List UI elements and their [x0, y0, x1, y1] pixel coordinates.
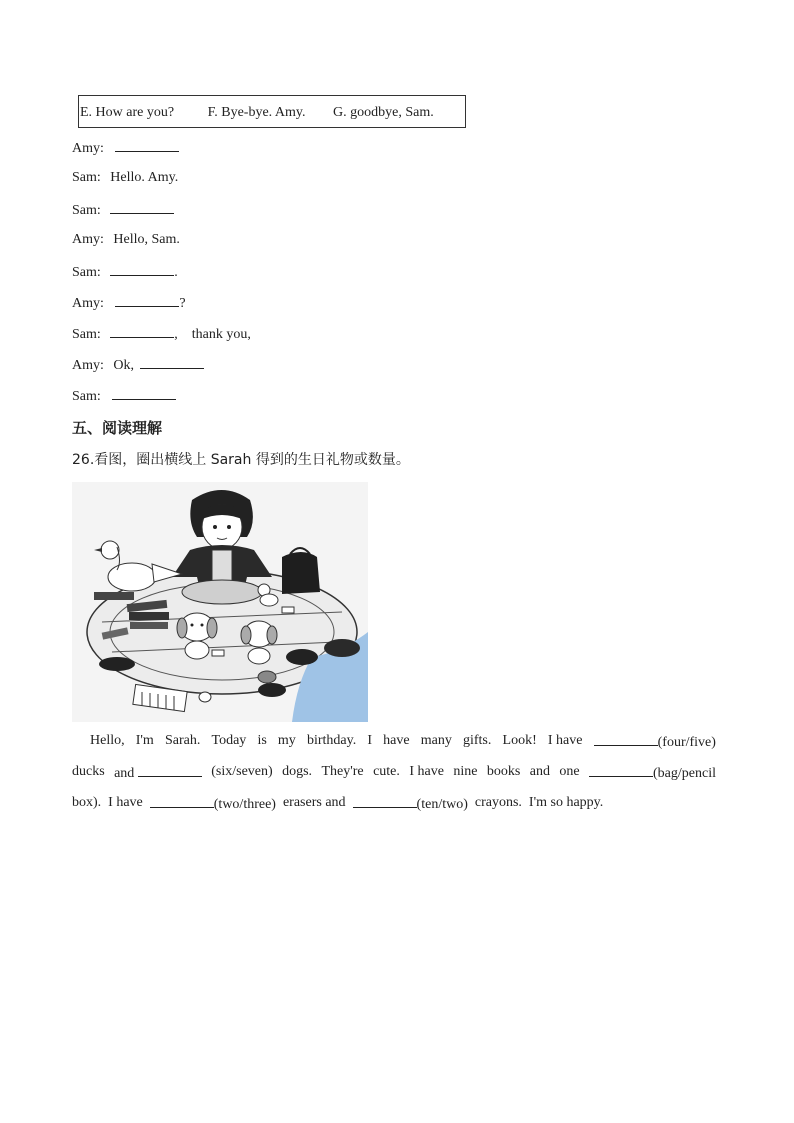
- passage-word: is: [257, 733, 267, 748]
- dialogue-text: Hello. Amy.: [110, 170, 179, 185]
- passage-word: I: [367, 733, 373, 748]
- dialogue-line: [72, 323, 251, 343]
- speaker: Sam:: [72, 389, 101, 404]
- section-title: 五、阅读理解: [72, 419, 163, 437]
- answer-blank[interactable]: [138, 762, 202, 777]
- passage-word: nine: [453, 764, 478, 779]
- speaker: Amy:: [72, 296, 104, 311]
- option-e: E. How are you?: [80, 105, 175, 120]
- option-g: G. goodbye, Sam.: [333, 105, 434, 120]
- passage-line-1: [72, 731, 716, 751]
- choice-six-seven: (six/seven): [211, 764, 273, 779]
- passage-word: Look!: [502, 733, 537, 748]
- dialogue-text: Hello, Sam.: [113, 232, 180, 247]
- speaker: Amy:: [72, 232, 104, 247]
- passage-word: many: [420, 733, 452, 748]
- passage-word: and: [114, 766, 135, 781]
- passage-line-2: [72, 762, 716, 782]
- answer-blank[interactable]: [589, 762, 653, 777]
- answer-blank[interactable]: [115, 137, 179, 152]
- speaker: Sam:: [72, 203, 101, 218]
- dialogue-line: [72, 261, 178, 281]
- dialogue-line: [72, 137, 179, 157]
- passage-word: crayons.: [474, 795, 522, 810]
- dialogue-text: , thank you,: [174, 327, 251, 342]
- passage-word: my: [277, 733, 296, 748]
- speaker: Sam:: [72, 265, 101, 280]
- question-26: 26.看图，圈出横线上 Sarah 得到的生日礼物或数量。: [72, 452, 410, 468]
- passage-word: Hello,: [90, 733, 125, 748]
- dialogue-line: [72, 199, 174, 219]
- passage-word: Sarah.: [164, 733, 201, 748]
- passage-word: have: [556, 733, 583, 748]
- speaker: Amy:: [72, 358, 104, 373]
- passage-word: gifts.: [462, 733, 492, 748]
- answer-blank[interactable]: [150, 793, 214, 808]
- answer-blank[interactable]: [110, 323, 174, 338]
- passage-word: erasers and: [282, 795, 346, 810]
- speaker: Sam:: [72, 170, 101, 185]
- passage-word: box).: [72, 795, 102, 810]
- answer-blank[interactable]: [594, 731, 658, 746]
- dialogue-line: [72, 168, 178, 188]
- dialogue-line: [72, 230, 180, 250]
- options-box: [78, 95, 466, 128]
- choice-four-five: (four/five): [657, 735, 716, 750]
- passage-word: I have: [108, 795, 143, 810]
- passage-word: They're: [321, 764, 364, 779]
- passage-word: have: [383, 733, 410, 748]
- choice-bag-pencil: (bag/pencil: [653, 766, 716, 781]
- punctuation: ?: [179, 296, 186, 311]
- passage-word: Today: [211, 733, 247, 748]
- answer-blank[interactable]: [353, 793, 417, 808]
- choice-two-three: (two/three): [213, 797, 276, 812]
- option-f: F. Bye-bye. Amy.: [207, 105, 306, 120]
- passage-word: cute.: [373, 764, 400, 779]
- passage-word: and: [529, 764, 550, 779]
- choice-ten-two: (ten/two): [416, 797, 468, 812]
- birthday-gifts-illustration: [72, 482, 368, 722]
- answer-blank[interactable]: [140, 354, 204, 369]
- speaker: Amy:: [72, 141, 104, 156]
- passage-word: birthday.: [306, 733, 357, 748]
- passage-word: I: [547, 733, 553, 748]
- passage-word: I'm: [135, 733, 154, 748]
- answer-blank[interactable]: [112, 385, 176, 400]
- passage-word: one: [559, 764, 580, 779]
- speaker: Sam:: [72, 327, 101, 342]
- passage-word: books: [486, 764, 521, 779]
- passage-word: I have: [409, 764, 444, 779]
- answer-blank[interactable]: [115, 292, 179, 307]
- passage-word: dogs.: [282, 764, 313, 779]
- punctuation: .: [174, 265, 178, 280]
- passage-word: I'm so happy.: [528, 795, 604, 810]
- answer-blank[interactable]: [110, 199, 174, 214]
- passage-line-3: [72, 793, 716, 813]
- answer-blank[interactable]: [110, 261, 174, 276]
- passage-word: ducks: [72, 764, 105, 779]
- dialogue-text: Ok,: [113, 358, 135, 373]
- dialogue-line: [72, 385, 176, 405]
- dialogue-line: [72, 354, 204, 374]
- dialogue-line: [72, 292, 186, 312]
